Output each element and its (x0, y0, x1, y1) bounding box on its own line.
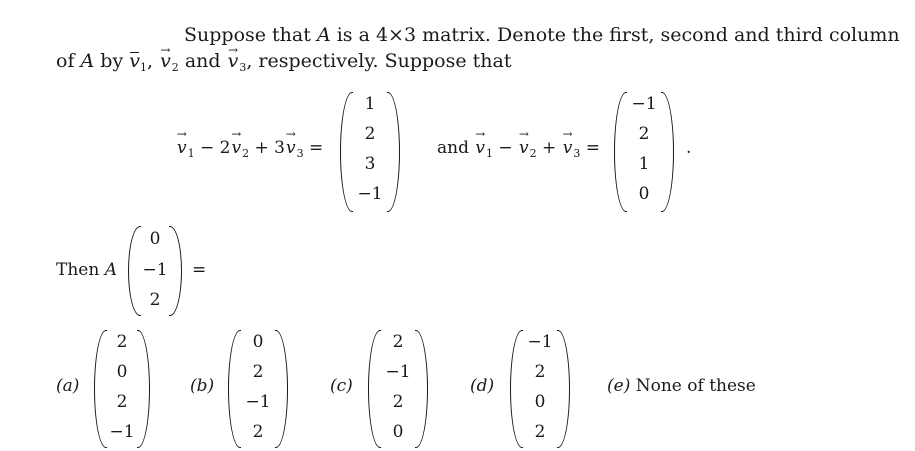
option-c-entry: −1 (385, 362, 411, 382)
option-e-label: (e) (607, 376, 631, 396)
option-d-entry: 0 (534, 392, 546, 412)
eq2-entry: −1 (631, 94, 657, 114)
question-vector (128, 226, 182, 316)
option-c-entry: 2 (392, 332, 404, 352)
option-d-label: (d) (470, 376, 495, 396)
option-e (607, 376, 756, 396)
option-a-entry: 2 (116, 332, 128, 352)
option-e-text: None of these (635, 376, 756, 396)
intro-line-2: of A by $v_1$, → $v_2$ and → $v_3$, respectively. Suppose that (56, 50, 512, 79)
option-d-entry: 2 (534, 362, 546, 382)
option-d-vector (510, 330, 570, 448)
option-d-entry: 2 (534, 422, 546, 442)
eq1-entry: 1 (364, 94, 376, 114)
eq1-entry: 3 (364, 154, 376, 174)
option-c-entry: 2 (392, 392, 404, 412)
option-d-entry: −1 (527, 332, 553, 352)
intro-line-1: Suppose that A is a 4×3 matrix. Denote the first, second and third column (184, 24, 900, 46)
option-b-vector (228, 330, 288, 448)
option-b-entry: 2 (252, 362, 264, 382)
equation-1-lhs: → $v_1 - 2\to v_2 + 3\to v_3$ = (176, 138, 323, 160)
eq2-entry: 2 (638, 124, 650, 144)
equation-1-vector (340, 92, 400, 212)
equation-2-vector (614, 92, 674, 212)
option-b-entry: 2 (252, 422, 264, 442)
option-a-entry: −1 (109, 422, 135, 442)
option-c-entry: 0 (392, 422, 404, 442)
question-entry: 2 (149, 290, 161, 310)
eq1-entry: −1 (357, 184, 383, 204)
question-entry: −1 (142, 260, 168, 280)
equation-2-lhs: and → $v_1$ − → $v_2$ + → $v_3$ = (437, 138, 600, 160)
question-entry: 0 (149, 229, 161, 249)
question-equals: = (192, 260, 207, 280)
option-a-entry: 2 (116, 392, 128, 412)
option-b-label: (b) (190, 376, 215, 396)
eq2-entry: 0 (638, 184, 650, 204)
option-b-entry: 0 (252, 332, 264, 352)
option-c-vector (368, 330, 428, 448)
question-prefix: Then A (56, 260, 117, 280)
eq2-entry: 1 (638, 154, 650, 174)
option-a-entry: 0 (116, 362, 128, 382)
option-a-label: (a) (56, 376, 80, 396)
equation-2-period: . (686, 138, 692, 158)
option-a-vector (94, 330, 150, 448)
eq1-entry: 2 (364, 124, 376, 144)
option-c-label: (c) (330, 376, 353, 396)
option-b-entry: −1 (245, 392, 271, 412)
